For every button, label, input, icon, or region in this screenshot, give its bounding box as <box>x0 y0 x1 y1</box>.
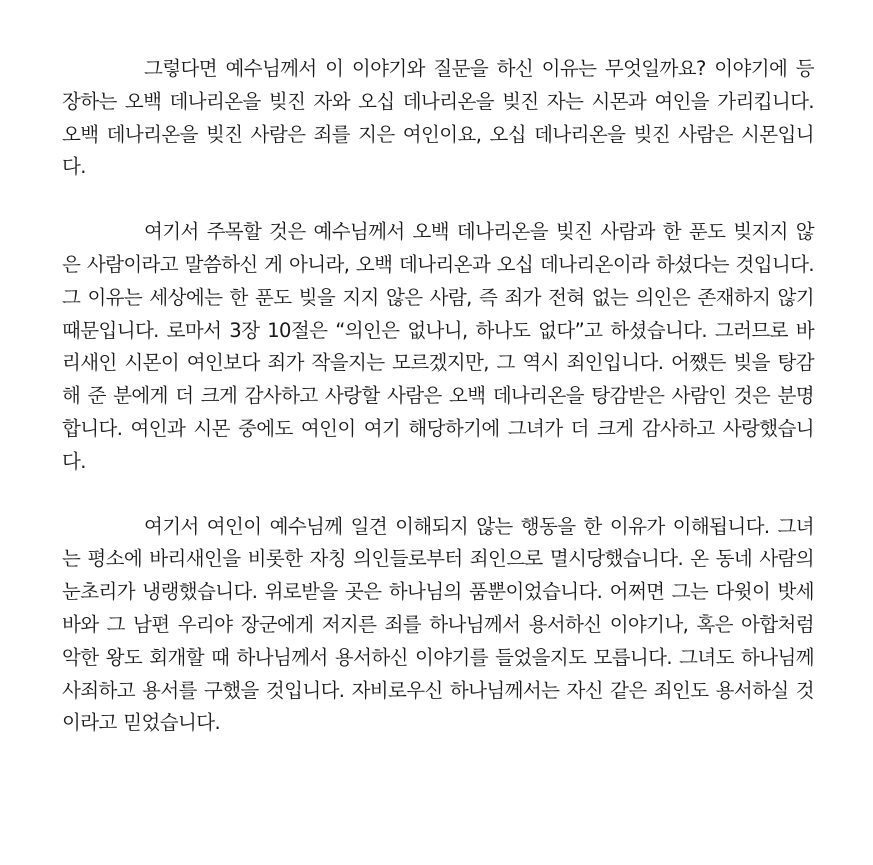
paragraph-2: 여기서 주목할 것은 예수님께서 오백 데나리온을 빚진 사람과 한 푼도 빚지지 않은 사람이라고 말씀하신 게 아니라, 오백 데나리온과 오십 데나리온이라 하셨다는 것입니다. 그 이유는 세상에는 한 푼도 빚을 지지 않은 사람, 즉 죄가 전혀 없는 의인은 존재하지 않기 때문입니다. 로마서 3장 10절은 “의인은 없나니, 하나도 없다”고 하셨습니다. 그러므로 바리새인 시몬이 여인보다 죄가 작을지는 모르겠지만, 그 역시 죄인입니다. 어쨌든 빚을 탕감해 준 분에게 더 크게 감사하고 사랑할 사람은 오백 데나리온을 탕감받은 사람인 것은 분명합니다. 여인과 시몬 중에도 여인이 여기 해당하기에 그녀가 더 크게 감사하고 사랑했습니다. <box>62 220 814 473</box>
paragraph-3: 여기서 여인이 예수님께 일견 이해되지 않는 행동을 한 이유가 이해됩니다. 그녀는 평소에 바리새인을 비롯한 자칭 의인들로부터 죄인으로 멸시당했습니다. 온 동네 사람의 눈초리가 냉랭했습니다. 위로받을 곳은 하나님의 품뿐이었습니다. 어쩌면 그는 다윗이 밧세바와 그 남편 우리야 장군에게 저지른 죄를 하나님께서 용서하신 이야기나, 혹은 아합처럼 악한 왕도 회개할 때 하나님께서 용서하신 이야기를 들었을지도 모릅니다. 그녀도 하나님께 사죄하고 용서를 구했을 것입니다. 자비로우신 하나님께서는 자신 같은 죄인도 용서하실 것이라고 믿었습니다. <box>62 514 814 735</box>
paragraph-1: 그렇다면 예수님께서 이 이야기와 질문을 하신 이유는 무엇일까요? 이야기에 등장하는 오백 데나리온을 빚진 자와 오십 데나리온을 빚진 자는 시몬과 여인을 가리킵니다. 오백 데나리온을 빚진 사람은 죄를 지은 여인이요, 오십 데나리온을 빚진 사람은 시몬입니다. <box>62 57 814 179</box>
document-body <box>62 53 814 740</box>
